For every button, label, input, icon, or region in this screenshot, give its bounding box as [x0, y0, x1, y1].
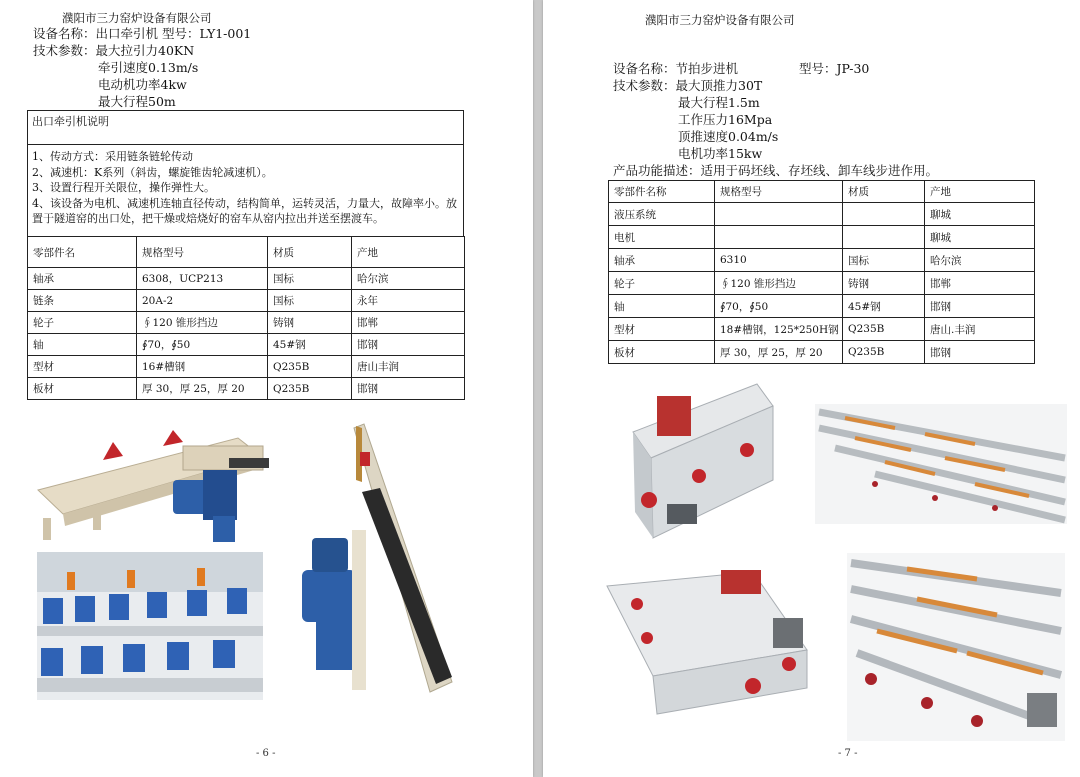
table-cell: 轴: [609, 295, 715, 318]
table-cell: 邯郸: [352, 312, 465, 334]
parts-table: [608, 180, 1035, 364]
stepper-frames-photo: [603, 568, 811, 716]
table-cell: [843, 226, 925, 249]
company-name: 濮阳市三力窑炉设备有限公司: [645, 13, 795, 27]
table-cell: 国标: [843, 249, 925, 272]
table-cell: 铸钢: [268, 312, 352, 334]
table-row: [28, 356, 465, 378]
table-row: [28, 290, 465, 312]
table-cell: Q235B: [268, 356, 352, 378]
table-cell: 哈尔滨: [925, 249, 1035, 272]
table-header-cell: 产地: [352, 237, 465, 268]
tech-params-line: 电机功率15kw: [678, 146, 763, 161]
table-cell: [715, 203, 843, 226]
table-cell: 轴: [28, 334, 137, 356]
table-cell: 邯钢: [925, 341, 1035, 364]
table-cell: 厚 30，厚 25，厚 20: [715, 341, 843, 364]
table-cell: 永年: [352, 290, 465, 312]
table-row: [609, 318, 1035, 341]
table-cell: 邯钢: [352, 334, 465, 356]
table-cell: Q235B: [843, 318, 925, 341]
page-number: - 6 -: [256, 748, 276, 759]
production-line-photo: [815, 404, 1067, 524]
table-cell: 16#槽钢: [137, 356, 268, 378]
table-header-cell: 规格型号: [715, 181, 843, 203]
table-cell: ∮120 锥形挡边: [137, 312, 268, 334]
table-row: [609, 295, 1035, 318]
parts-table: [27, 236, 465, 400]
table-header-cell: 零部件名称: [609, 181, 715, 203]
table-cell: 铸钢: [843, 272, 925, 295]
table-row: [609, 203, 1035, 226]
table-cell: 18#槽钢，125*250H钢: [715, 318, 843, 341]
table-cell: 邯郸: [925, 272, 1035, 295]
table-cell: 电机: [609, 226, 715, 249]
document-page-7: [543, 0, 1080, 777]
table-row: [609, 341, 1035, 364]
table-cell: 6310: [715, 249, 843, 272]
table-cell: [843, 203, 925, 226]
chain-conveyor-photo: [302, 422, 462, 700]
description-line: 2、减速机：K系列（斜齿，螺旋锥齿轮减速机）。: [32, 165, 273, 179]
rails-rollers-photo: [847, 553, 1065, 741]
table-cell: 邯钢: [352, 378, 465, 400]
device-name-model: 设备名称：出口牵引机 型号：LY1-001: [33, 26, 252, 41]
tech-params-line: 顶推速度0.04m/s: [678, 129, 779, 144]
description-line: 1、传动方式：采用链条链轮传动: [32, 150, 193, 163]
tech-params-line: 牵引速度0.13m/s: [98, 60, 199, 75]
description-box: [27, 110, 464, 237]
warehouse-units-photo: [37, 552, 263, 700]
table-cell: 邯钢: [925, 295, 1035, 318]
table-cell: 轴承: [28, 268, 137, 290]
tech-params-line: 最大行程1.5m: [678, 95, 760, 110]
description-line: 3、设置行程开关限位，操作弹性大。: [32, 181, 215, 194]
table-cell: 液压系统: [609, 203, 715, 226]
table-cell: Q235B: [843, 341, 925, 364]
table-cell: 厚 30，厚 25，厚 20: [137, 378, 268, 400]
traction-machine-photo: [33, 428, 273, 548]
table-cell: 聊城: [925, 226, 1035, 249]
table-cell: 6308，UCP213: [137, 268, 268, 290]
table-cell: Q235B: [268, 378, 352, 400]
table-cell: 国标: [268, 268, 352, 290]
table-header-row: [609, 181, 1035, 203]
page-number: - 7 -: [838, 748, 858, 759]
table-cell: 轮子: [28, 312, 137, 334]
company-name: 濮阳市三力窑炉设备有限公司: [62, 11, 212, 25]
table-cell: 唐山丰润: [352, 356, 465, 378]
device-model: 型号：JP-30: [799, 61, 870, 76]
table-cell: ∮120 锥形挡边: [715, 272, 843, 295]
table-cell: [715, 226, 843, 249]
table-cell: 20A-2: [137, 290, 268, 312]
table-header-cell: 零部件名: [28, 237, 137, 268]
description-line: 4、该设备为电机、减速机连轴直径传动，结构简单，运转灵活，力量大，故障率小。放置于隧道窑的出口处，把干燥或焙烧好的窑车从窑内拉出并送至摆渡车。: [32, 196, 457, 225]
table-row: [28, 268, 465, 290]
table-cell: 链条: [28, 290, 137, 312]
description-text: [32, 149, 457, 227]
table-row: [28, 312, 465, 334]
tech-params-line: 最大行程50m: [98, 94, 176, 109]
table-cell: ∮70，∮50: [137, 334, 268, 356]
description-divider: [28, 144, 463, 145]
document-page-6: [0, 0, 533, 777]
table-cell: 唐山.丰润: [925, 318, 1035, 341]
table-cell: 板材: [28, 378, 137, 400]
table-cell: 轮子: [609, 272, 715, 295]
table-header-row: [28, 237, 465, 268]
table-header-cell: 产地: [925, 181, 1035, 203]
table-header-cell: 材质: [268, 237, 352, 268]
device-name: 设备名称：节拍步进机: [613, 61, 739, 76]
table-cell: 型材: [609, 318, 715, 341]
function-description: 产品功能描述：适用于码坯线、存坯线、卸车线步进作用。: [613, 163, 939, 178]
table-row: [28, 334, 465, 356]
table-row: [609, 272, 1035, 295]
table-header-cell: 规格型号: [137, 237, 268, 268]
table-cell: 45#钢: [843, 295, 925, 318]
table-row: [609, 226, 1035, 249]
table-cell: 45#钢: [268, 334, 352, 356]
table-row: [609, 249, 1035, 272]
table-cell: 板材: [609, 341, 715, 364]
table-cell: 型材: [28, 356, 137, 378]
description-title: 出口牵引机说明: [32, 115, 109, 128]
table-cell: 国标: [268, 290, 352, 312]
table-header-cell: 材质: [843, 181, 925, 203]
table-cell: 聊城: [925, 203, 1035, 226]
tech-params-line: 技术参数：最大拉引力40KN: [33, 43, 195, 58]
tech-params-line: 电动机功率4kw: [98, 77, 187, 92]
table-cell: 轴承: [609, 249, 715, 272]
tech-params-line: 工作压力16Mpa: [678, 112, 773, 127]
table-cell: ∮70，∮50: [715, 295, 843, 318]
stepper-unit-photo: [627, 380, 775, 556]
table-row: [28, 378, 465, 400]
table-cell: 哈尔滨: [352, 268, 465, 290]
tech-params-line: 技术参数：最大顶推力30T: [613, 78, 763, 93]
